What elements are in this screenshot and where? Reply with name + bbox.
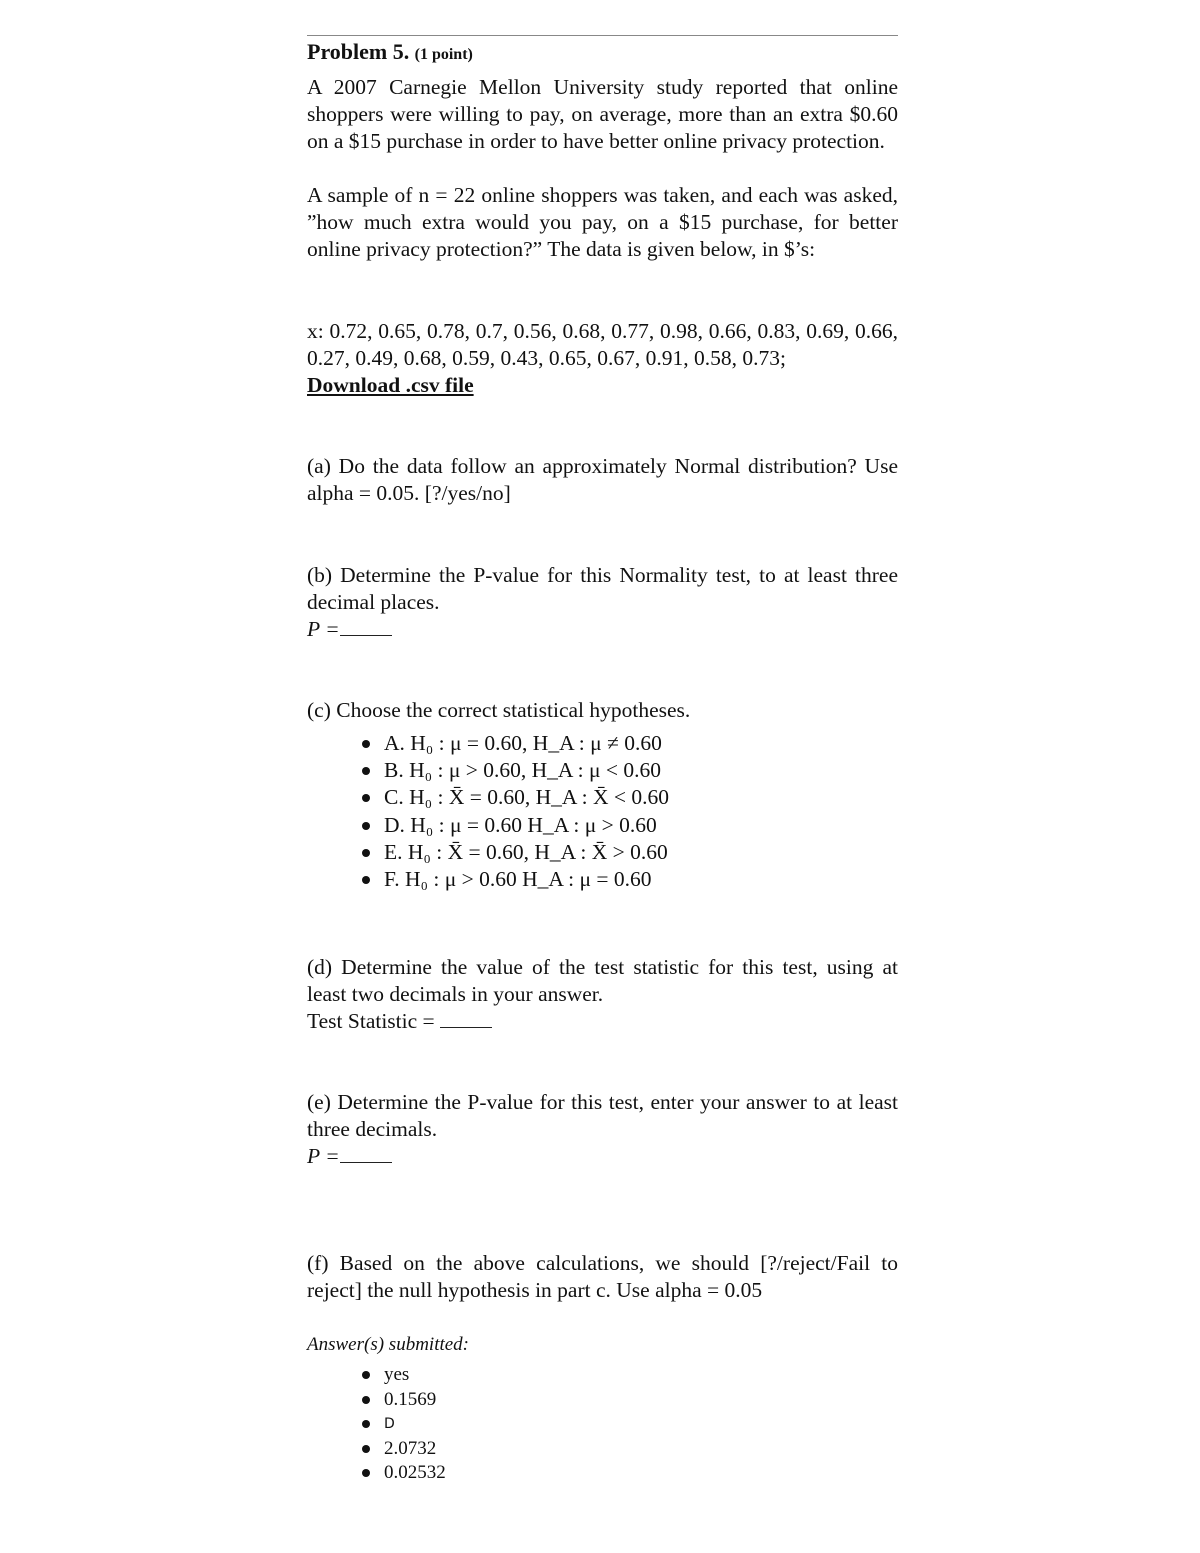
part-b-blank	[340, 617, 392, 636]
part-b-question: (b) Determine the P-value for this Normality test, to at least three decimal places.	[307, 563, 898, 614]
hypothesis-option-c: C. H₀ : X̄ = 0.60, H_A : X̄ < 0.60	[360, 784, 860, 811]
answers-submitted-label: Answer(s) submitted:	[307, 1334, 470, 1355]
part-b-prompt: P =	[307, 617, 340, 641]
download-csv-link[interactable]: Download .csv file	[307, 373, 474, 397]
data-values: x: 0.72, 0.65, 0.78, 0.7, 0.56, 0.68, 0.77, 0.98, 0.66, 0.83, 0.69, 0.66, 0.27, 0.49, 0.68, 0.59, 0.43, 0.65, 0.67, 0.91, 0.58, 0.73;	[307, 319, 898, 370]
hypothesis-option-d: D. H₀ : μ = 0.60 H_A : μ > 0.60	[360, 812, 860, 839]
part-c-question: (c) Choose the correct statistical hypotheses.	[307, 698, 691, 722]
part-f-question: (f) Based on the above calculations, we should [?/reject/Fail to reject] the null hypothesis in part c. Use alpha = 0.05	[307, 1251, 898, 1302]
hypothesis-option-a: A. H₀ : μ = 0.60, H_A : μ ≠ 0.60	[360, 730, 860, 757]
part-a-question: (a) Do the data follow an approximately Normal distribution? Use alpha = 0.05. [?/yes/no]	[307, 454, 898, 505]
top-divider	[307, 35, 898, 36]
part-b-answer-line	[307, 616, 898, 643]
part-d-prompt: Test Statistic =	[307, 1009, 435, 1033]
part-d-blank	[440, 1009, 492, 1028]
part-e-question: (e) Determine the P-value for this test, enter your answer to at least three decimals.	[307, 1090, 898, 1141]
hypothesis-option-e: E. H₀ : X̄ = 0.60, H_A : X̄ > 0.60	[360, 839, 860, 866]
hypothesis-option-f: F. H₀ : μ > 0.60 H_A : μ = 0.60	[360, 866, 860, 893]
hypothesis-option-b: B. H₀ : μ > 0.60, H_A : μ < 0.60	[360, 757, 860, 784]
part-e-answer-line	[307, 1143, 898, 1170]
part-d-answer-line	[307, 1008, 898, 1035]
answer-item: 0.02532	[360, 1461, 660, 1486]
part-d-question: (d) Determine the value of the test statistic for this test, using at least two decimals in your answer.	[307, 955, 898, 1006]
hypotheses-list	[360, 730, 860, 893]
answer-item: 2.0732	[360, 1437, 660, 1462]
problem-points: (1 point)	[414, 46, 473, 63]
answer-item: yes	[360, 1363, 660, 1388]
problem-title: Problem 5.	[307, 39, 410, 64]
problem-heading	[307, 38, 898, 68]
part-e-blank	[340, 1144, 392, 1163]
part-e-prompt: P =	[307, 1144, 340, 1168]
intro-paragraph-1: A 2007 Carnegie Mellon University study reported that online shoppers were willing to pay, on average, more than an extra $0.60 on a $15 purchase in order to have better online privacy protection.	[307, 75, 898, 153]
intro-paragraph-2: A sample of n = 22 online shoppers was taken, and each was asked, ”how much extra would you pay, on a $15 purchase, for better online privacy protection?” The data is given below, in $’s:	[307, 183, 898, 261]
submitted-answers-list	[360, 1363, 660, 1486]
answer-item: D	[360, 1412, 660, 1437]
answer-item: 0.1569	[360, 1388, 660, 1413]
